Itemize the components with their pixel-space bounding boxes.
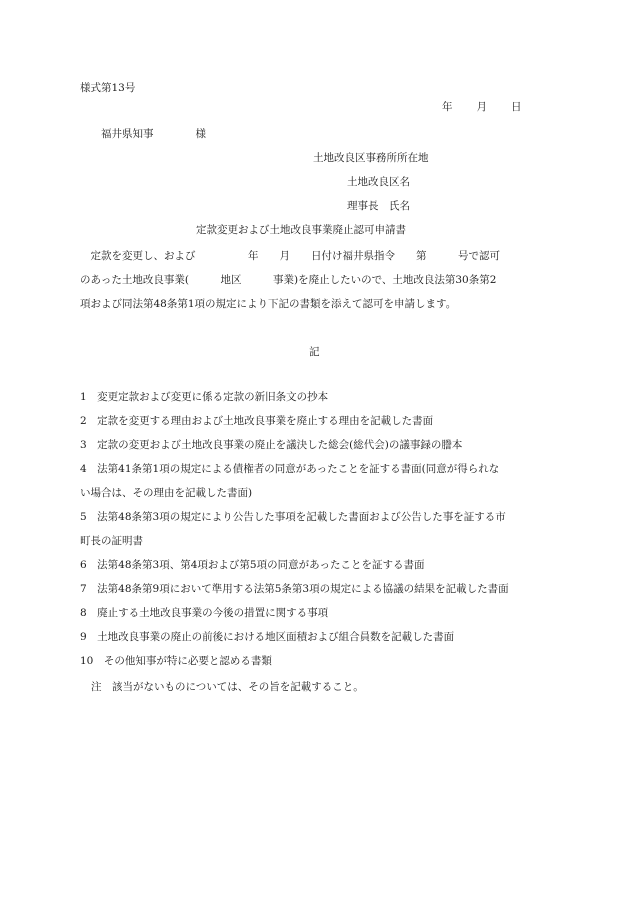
- body-line: のあった土地改良事業( 地区 事業)を廃止したいので、土地改良法第30条第2: [80, 274, 497, 286]
- application-body: [80, 244, 552, 316]
- list-item: い場合は、その理由を記載した書面): [80, 487, 253, 499]
- chairman-name-label: 理事長 氏名: [347, 200, 410, 212]
- list-item: 2 定款を変更する理由および土地改良事業を廃止する理由を記載した書面: [80, 415, 434, 427]
- list-item: 1 変更定款および変更に係る定款の新旧条文の抄本: [80, 391, 329, 403]
- list-item: 6 法第48条第3項、第4項および第5項の同意があったことを証する書面: [80, 559, 425, 571]
- ki-heading: 記: [309, 346, 320, 358]
- list-item: 8 廃止する土地改良事業の今後の措置に関する事項: [80, 607, 329, 619]
- form-number: 様式第13号: [80, 82, 136, 94]
- office-address-label: 土地改良区事務所所在地: [313, 152, 429, 164]
- list-item: 3 定款の変更および土地改良事業の廃止を議決した総会(総代会)の議事録の謄本: [80, 439, 463, 451]
- body-line: 項および同法第48条第1項の規定により下記の書類を添えて認可を申請します。: [80, 298, 457, 310]
- document-title: 定款変更および土地改良事業廃止認可申請書: [196, 224, 406, 236]
- list-item: 10 その他知事が特に必要と認める書類: [80, 655, 272, 667]
- district-name-label: 土地改良区名: [347, 176, 410, 188]
- date-line: [442, 101, 522, 114]
- date-day: 日: [511, 101, 522, 113]
- note: 注 該当がないものについては、その旨を記載すること。: [91, 681, 364, 693]
- date-month: 月: [476, 101, 487, 113]
- addressee: 福井県知事 様: [101, 128, 206, 140]
- body-line: 定款を変更し、および 年 月 日付け福井県指令 第 号で認可: [80, 250, 500, 262]
- list-item: 7 法第48条第9項において準用する法第5条第3項の規定による協議の結果を記載した書面: [80, 583, 509, 595]
- list-item: 4 法第41条第1項の規定による債権者の同意があったことを証する書面(同意が得られな: [80, 463, 500, 475]
- attachment-list: [80, 385, 560, 673]
- date-year: 年: [442, 101, 453, 113]
- list-item: 5 法第48条第3項の規定により公告した事項を記載した書面および公告した事を証する市: [80, 511, 506, 523]
- list-item: 9 土地改良事業の廃止の前後における地区面積および組合員数を記載した書面: [80, 631, 455, 643]
- list-item: 町長の証明書: [80, 535, 143, 547]
